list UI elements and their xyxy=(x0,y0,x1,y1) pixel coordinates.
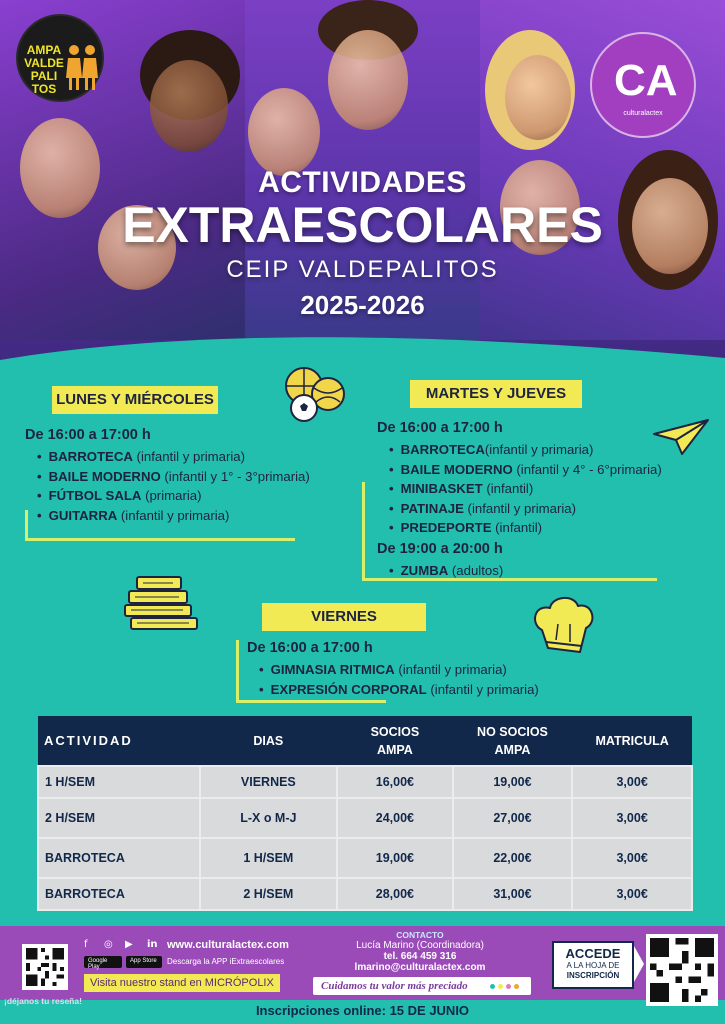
accede-subtitle: A LA HOJA DE xyxy=(566,961,620,970)
ampa-logo xyxy=(16,14,104,102)
accent-line xyxy=(25,510,28,541)
activity-item: • BARROTECA (infantil y primaria) xyxy=(37,447,310,467)
title-extraescolares: EXTRAESCOLARES xyxy=(122,197,603,253)
table-cell: 19,00€ xyxy=(453,766,573,798)
ca-logo-mark: CA xyxy=(614,56,678,105)
activity-item: • PATINAJE (infantil y primaria) xyxy=(389,499,662,519)
decorative-dot xyxy=(498,984,503,989)
ampa-logo-text: AMPA xyxy=(26,43,62,57)
table-cell: 19,00€ xyxy=(337,838,453,878)
table-row xyxy=(38,766,692,798)
activity-item: • GUITARRA (infantil y primaria) xyxy=(37,506,310,526)
child-photo xyxy=(150,60,228,152)
table-header-row xyxy=(38,716,692,766)
child-photo xyxy=(328,30,408,130)
app-store-badge[interactable]: App Store xyxy=(126,956,162,968)
activity-item: • FÚTBOL SALA (primaria) xyxy=(37,486,310,506)
schedule-lunes-miercoles xyxy=(25,427,310,525)
decorative-dot xyxy=(514,984,519,989)
column-header: DIAS xyxy=(200,716,338,766)
review-text: ¡déjanos tu reseña! xyxy=(4,996,82,1006)
label-martes-jueves: MARTES Y JUEVES xyxy=(410,380,582,408)
contact-name: Lucía Marino (Coordinadora) xyxy=(356,940,484,951)
hero-wave xyxy=(0,330,725,380)
activity-item: • BAILE MODERNO (infantil y 1° - 3°primaria) xyxy=(37,467,310,487)
ca-logo-sub: culturalactex xyxy=(623,110,663,117)
accede-subtitle: INSCRIPCIÓN xyxy=(566,971,620,980)
table-cell: BARROTECA xyxy=(38,878,200,910)
activity-item: • BAILE MODERNO (infantil y 4° - 6°primaria) xyxy=(389,460,662,480)
contact-email[interactable]: lmarino@culturalactex.com xyxy=(354,962,486,973)
table-cell: VIERNES xyxy=(200,766,338,798)
table-row xyxy=(38,838,692,878)
culturalactex-logo xyxy=(590,32,696,138)
schedule-time: De 19:00 a 20:00 h xyxy=(377,540,503,557)
contact-phone[interactable]: tel. 664 459 316 xyxy=(383,951,457,962)
table-cell: 31,00€ xyxy=(453,878,573,910)
activity-item: • GIMNASIA RITMICA (infantil y primaria) xyxy=(259,660,539,680)
column-header: SOCIOS AMPA xyxy=(337,716,453,766)
table-cell: 16,00€ xyxy=(337,766,453,798)
schedule-time: De 16:00 a 17:00 h xyxy=(247,640,373,656)
table-cell: 2 H/SEM xyxy=(38,798,200,838)
activity-item: • PREDEPORTE (infantil) xyxy=(389,518,662,538)
children-figures-icon xyxy=(64,42,100,92)
accent-line xyxy=(236,700,386,703)
accent-line xyxy=(362,578,657,581)
table-cell: 22,00€ xyxy=(453,838,573,878)
accent-line xyxy=(25,538,295,541)
accede-inscripcion-button[interactable] xyxy=(552,941,634,989)
review-qr-code[interactable] xyxy=(22,944,68,990)
column-header: NO SOCIOS AMPA xyxy=(453,716,573,766)
google-play-badge[interactable]: Google Play xyxy=(84,956,122,968)
column-header: ACTIVIDAD xyxy=(38,716,200,766)
app-download-text: Descarga la APP iExtraescolares xyxy=(167,957,285,966)
website-link[interactable]: www.culturalactex.com xyxy=(167,939,289,951)
activity-item: • EXPRESIÓN CORPORAL (infantil y primaria) xyxy=(259,680,539,700)
table-cell: 3,00€ xyxy=(572,878,692,910)
table-cell: 27,00€ xyxy=(453,798,573,838)
label-viernes: VIERNES xyxy=(262,603,426,631)
books-icon xyxy=(123,575,201,631)
youtube-icon[interactable]: ▶ xyxy=(125,939,133,950)
activity-item: • BARROTECA(infantil y primaria) xyxy=(389,440,662,460)
paper-plane-icon xyxy=(652,418,710,456)
table-cell: 3,00€ xyxy=(572,838,692,878)
stand-banner: Visita nuestro stand en MICRÓPOLIX xyxy=(84,974,280,992)
table-cell: 24,00€ xyxy=(337,798,453,838)
table-cell: BARROTECA xyxy=(38,838,200,878)
ampa-logo-text: VALDE xyxy=(24,56,64,70)
accent-line xyxy=(362,482,365,581)
instagram-icon[interactable]: ◎ xyxy=(104,939,113,950)
accent-line xyxy=(236,640,239,703)
table-row xyxy=(38,798,692,838)
column-header: MATRICULA xyxy=(572,716,692,766)
activity-item: • ZUMBA (adultos) xyxy=(389,561,662,581)
inscription-qr-code[interactable] xyxy=(646,934,718,1006)
child-photo xyxy=(248,88,320,176)
ampa-logo-text: PALI xyxy=(30,69,58,83)
child-photo xyxy=(505,55,571,140)
arrow-right-icon xyxy=(634,946,644,982)
table-cell: 1 H/SEM xyxy=(38,766,200,798)
table-cell: L-X o M-J xyxy=(200,798,338,838)
inscripciones-online: Inscripciones online: 15 DE JUNIO xyxy=(255,1003,470,1018)
accede-title: ACCEDE xyxy=(565,946,621,961)
chef-hat-icon xyxy=(530,594,598,664)
table-cell: 3,00€ xyxy=(572,766,692,798)
schedule-time: De 16:00 a 17:00 h xyxy=(377,420,503,436)
table-cell: 1 H/SEM xyxy=(200,838,338,878)
facebook-icon[interactable]: f xyxy=(84,939,88,950)
linkedin-icon[interactable]: in xyxy=(147,939,158,950)
table-cell: 3,00€ xyxy=(572,798,692,838)
sports-balls-icon xyxy=(282,366,348,424)
decorative-dot xyxy=(490,984,495,989)
table-row xyxy=(38,878,692,910)
title-school: CEIP VALDEPALITOS xyxy=(226,256,499,283)
ampa-logo-text: TOS xyxy=(31,82,57,96)
slogan: Cuidamos tu valor más preciado xyxy=(313,977,531,995)
schedule-martes-jueves xyxy=(377,420,662,580)
decorative-dot xyxy=(506,984,511,989)
contact-title: CONTACTO xyxy=(396,930,444,940)
table-cell: 2 H/SEM xyxy=(200,878,338,910)
title-year: 2025-2026 xyxy=(300,290,425,320)
hero-banner xyxy=(0,0,725,380)
schedule-viernes xyxy=(247,640,539,699)
price-table xyxy=(37,716,693,911)
schedule-time: De 16:00 a 17:00 h xyxy=(25,427,151,443)
activity-item: • MINIBASKET (infantil) xyxy=(389,479,662,499)
label-lunes-miercoles: LUNES Y MIÉRCOLES xyxy=(52,386,218,414)
title-actividades: ACTIVIDADES xyxy=(258,166,467,199)
table-cell: 28,00€ xyxy=(337,878,453,910)
